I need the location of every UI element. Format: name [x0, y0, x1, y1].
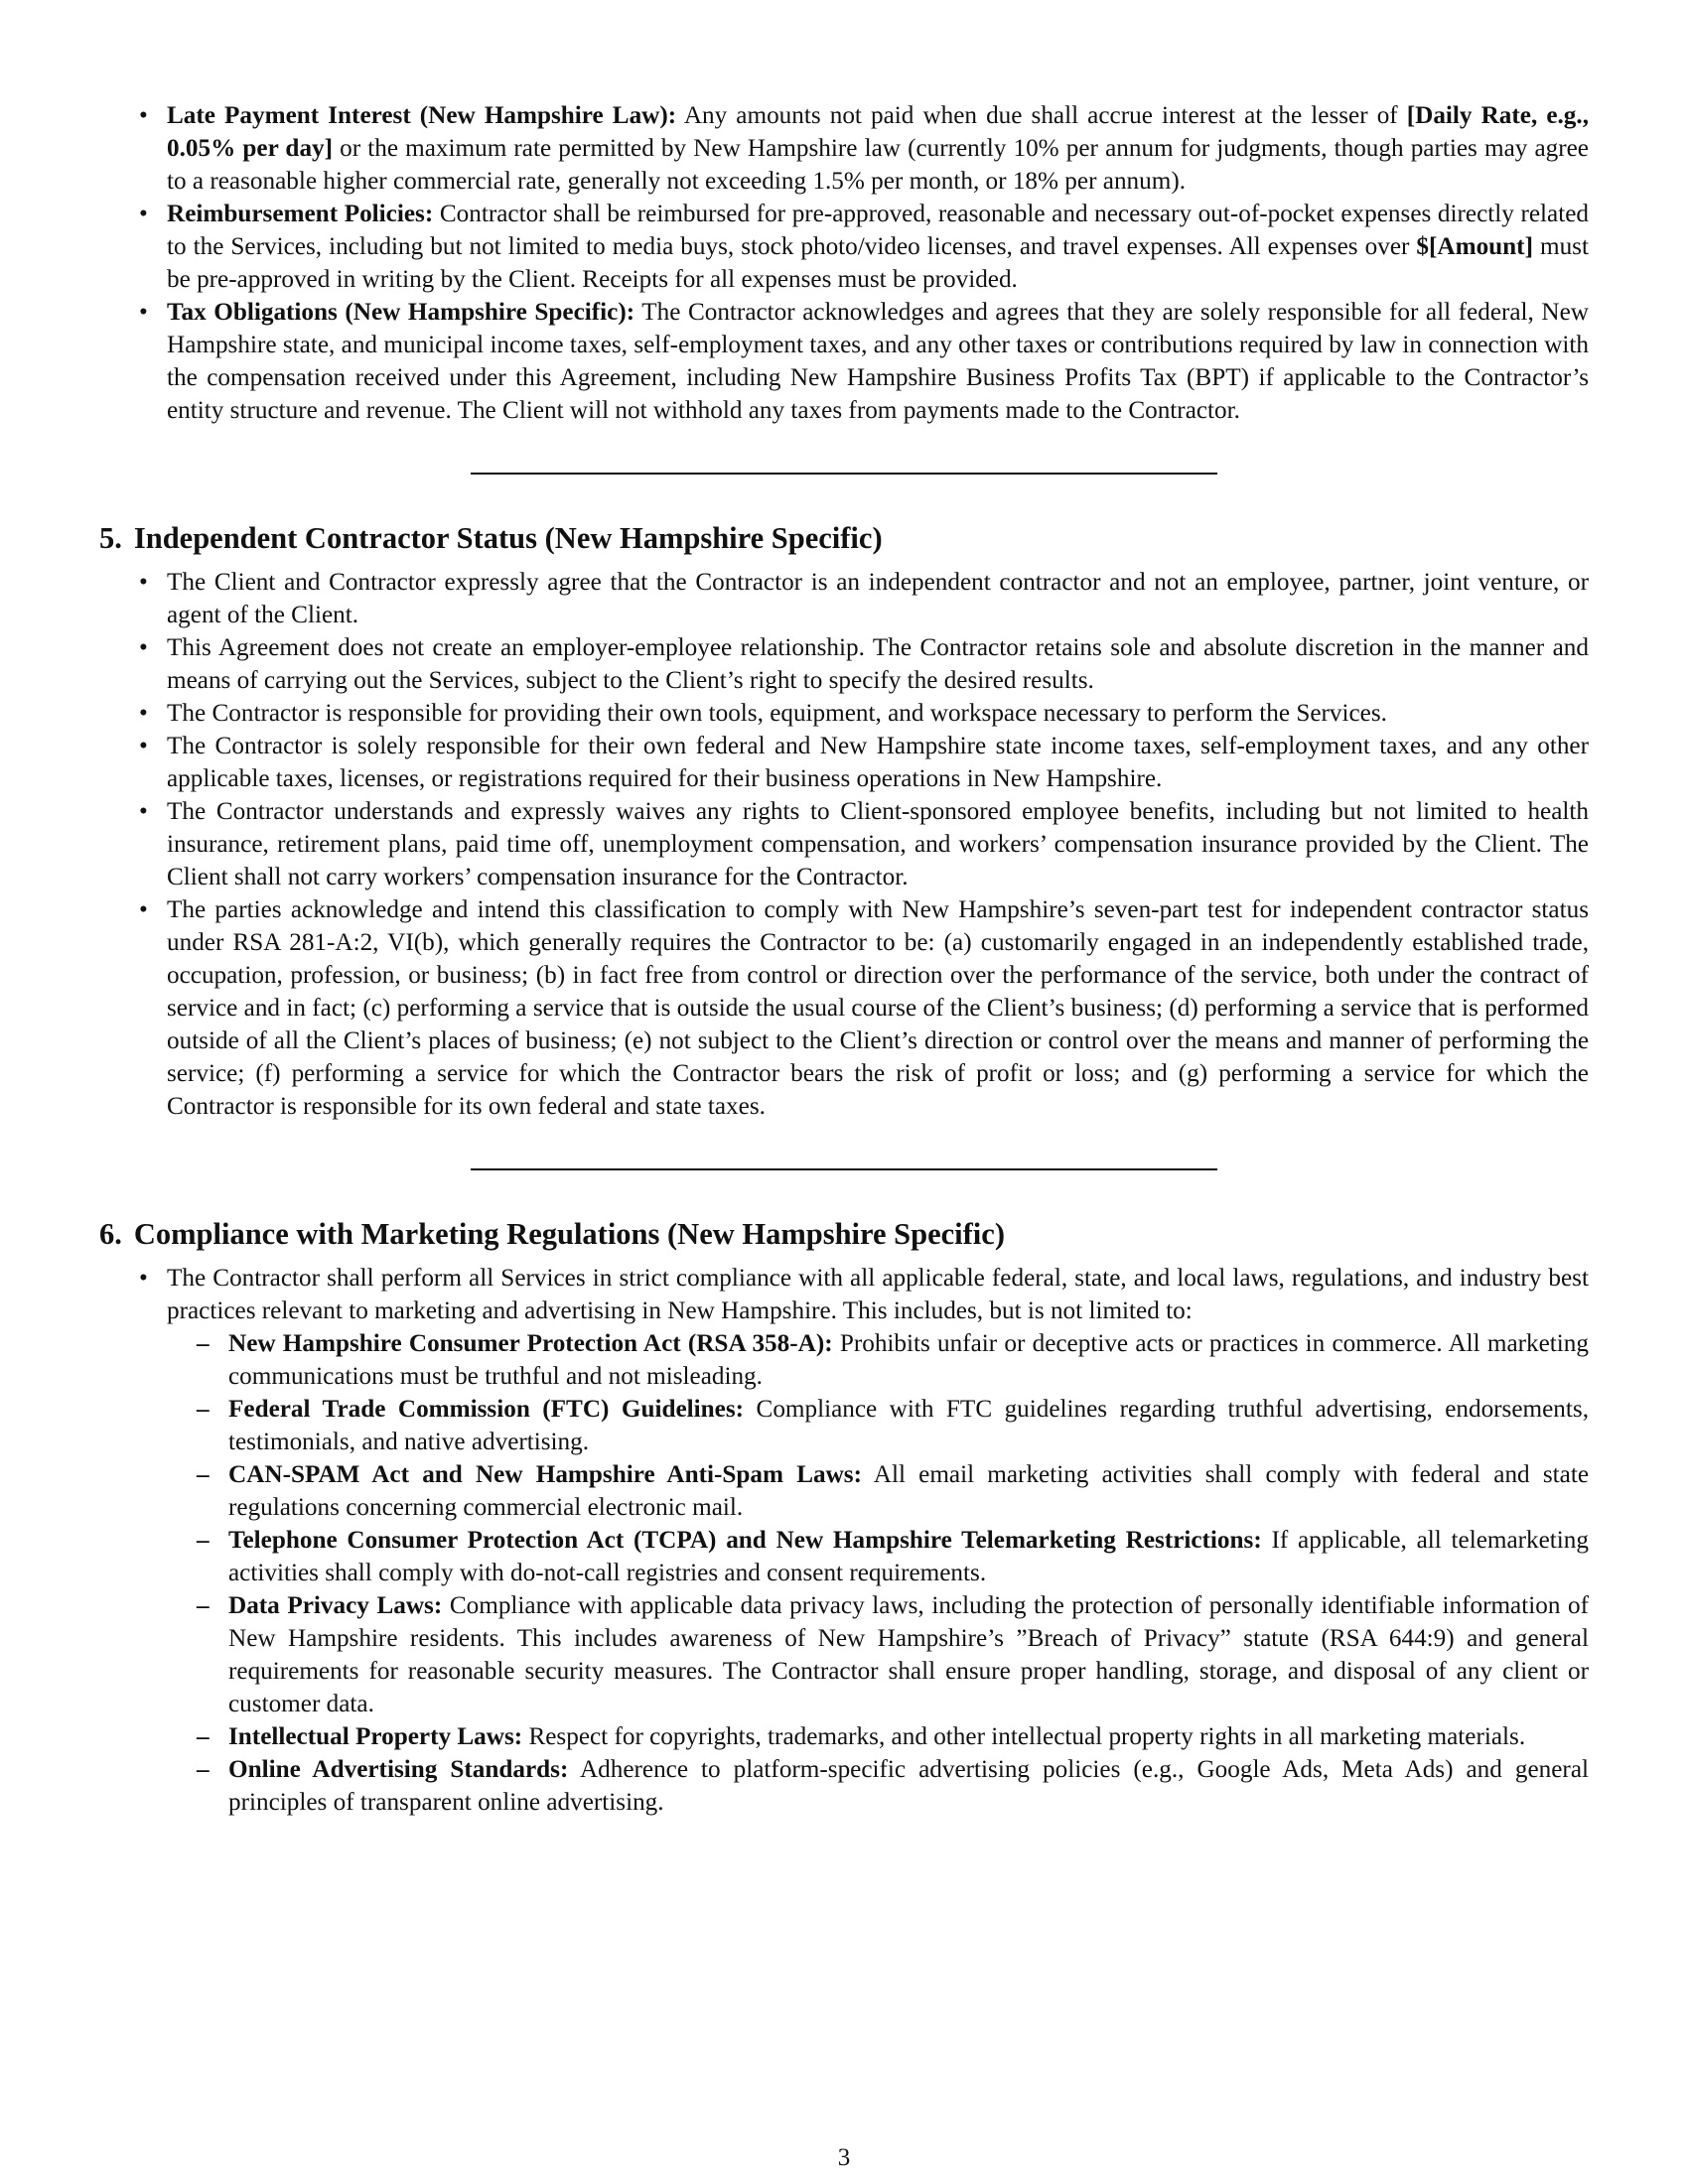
list-item: • The Contractor understands and expressly waives any rights to Client-sponsored employee benefits, including but not limited to health insurance, retirement plans, paid time off, unemployment compensation, and workers’ compensation insurance provided by the Client. The Client shall not carry workers’ compensation insurance for the Contractor. [99, 795, 1589, 893]
item-lead: Reimbursement Policies: [167, 201, 434, 227]
item-text: The Contractor acknowledges and agrees that they are solely responsible for all federal, New Hampshire state, and municipal income taxes, self-employment taxes, and any other taxes or contributions required by law in connection with the compensation received under this Agreement, including New Hampshire Business Profits Tax (BPT) if applicable to the Contractor’s entity structure and revenue. The Client will not withhold any taxes from payments made to the Contractor. [167, 299, 1589, 424]
item-lead: Online Advertising Standards: [228, 1756, 569, 1783]
item-bold: $[Amount] [1416, 233, 1533, 260]
item-text: If applicable, all telemarketing activities shall comply with do-not-call registries and consent requirements. [228, 1527, 1589, 1586]
section-number: 6. [99, 1217, 122, 1251]
list-item-reimbursement [99, 198, 1589, 296]
item-lead: Data Privacy Laws: [228, 1592, 443, 1619]
item-text: Any amounts not paid when due shall accrue interest at the lesser of [676, 102, 1407, 129]
sublist-item-ftc [167, 1393, 1589, 1458]
item-text: Contractor shall be reimbursed for pre-approved, reasonable and necessary out-of-pocket expenses directly related to the Services, including but not limited to media buys, stock photo/video licenses, and travel expenses. All expenses over [167, 201, 1589, 260]
section-divider [471, 1168, 1217, 1170]
list-item-tax-obligations [99, 296, 1589, 427]
section-6-heading [99, 1216, 1589, 1252]
sublist-item-ip-laws [167, 1720, 1589, 1753]
item-text: Prohibits unfair or deceptive acts or practices in commerce. All marketing communications must be truthful and not misleading. [228, 1330, 1589, 1390]
item-text: Adherence to platform-specific advertising policies (e.g., Google Ads, Meta Ads) and general principles of transparent online advertising. [228, 1756, 1589, 1816]
list-item: • The Contractor is solely responsible for their own federal and New Hampshire state income taxes, self-employment taxes, and any other applicable taxes, licenses, or registrations required for their business operations in New Hampshire. [99, 730, 1589, 795]
sublist-item-data-privacy [167, 1589, 1589, 1720]
item-text: Compliance with applicable data privacy laws, including the protection of personally identifiable information of New Hampshire residents. This includes awareness of New Hampshire’s ”Breach of Privacy” statute (RSA 644:9) and general requirements for reasonable security measures. The Contractor shall ensure proper handling, storage, and disposal of any client or customer data. [228, 1592, 1589, 1717]
list-item-compliance [99, 1262, 1589, 1819]
section-6-list [99, 1262, 1589, 1819]
item-lead: New Hampshire Consumer Protection Act (RSA 358-A): [228, 1330, 833, 1357]
sublist-item-can-spam [167, 1458, 1589, 1524]
item-text: The Contractor shall perform all Services in strict compliance with all applicable federal, state, and local laws, regulations, and industry best practices relevant to marketing and advertising in New Hampshire. This includes, but is not limited to: [167, 1265, 1589, 1324]
list-item: • The Contractor is responsible for providing their own tools, equipment, and workspace necessary to perform the Services. [99, 697, 1589, 730]
section-divider [471, 473, 1217, 475]
list-item: • The parties acknowledge and intend this classification to comply with New Hampshire’s seven-part test for independent contractor status under RSA 281-A:2, VI(b), which generally requires the Contractor to be: (a) customarily engaged in an independently established trade, occupation, profession, or business; (b) in fact free from control or direction over the performance of the service, both under the contract of service and in fact; (c) performing a service that is outside the usual course of the Client’s business; (d) performing a service that is performed outside of all the Client’s places of business; (e) not subject to the Client’s direction or control over the means and manner of performing the service; (f) performing a service for which the Contractor bears the risk of profit or loss; and (g) performing a service for which the Contractor is responsible for its own federal and state taxes. [99, 893, 1589, 1123]
item-text: Compliance with FTC guidelines regarding truthful advertising, endorsements, testimonials, and native advertising. [228, 1396, 1590, 1455]
item-text: must be pre-approved in writing by the Client. Receipts for all expenses must be provided. [167, 233, 1589, 293]
section-5-list [99, 566, 1589, 1123]
item-text: or the maximum rate permitted by New Hampshire law (currently 10% per annum for judgments, though parties may agree to a reasonable higher commercial rate, generally not exceeding 1.5% per month, or 18% per annum). [167, 135, 1589, 195]
list-item: • This Agreement does not create an employer-employee relationship. The Contractor retains sole and absolute discretion in the manner and means of carrying out the Services, subject to the Client’s right to specify the desired results. [99, 631, 1589, 697]
item-lead: Tax Obligations (New Hampshire Specific): [167, 299, 635, 326]
item-lead: CAN-SPAM Act and New Hampshire Anti-Spam Laws: [228, 1461, 862, 1488]
section-title: Compliance with Marketing Regulations (New Hampshire Specific) [133, 1217, 1005, 1251]
section-number: 5. [99, 521, 122, 555]
regulations-sublist [167, 1327, 1589, 1819]
document-page [99, 99, 1589, 1819]
sublist-item-tcpa [167, 1524, 1589, 1589]
section-title: Independent Contractor Status (New Hampshire Specific) [133, 521, 883, 555]
list-item-late-payment [99, 99, 1589, 198]
item-text: All email marketing activities shall comply with federal and state regulations concerning commercial electronic mail. [228, 1461, 1590, 1521]
payment-terms-list [99, 99, 1589, 427]
list-item: • The Client and Contractor expressly agree that the Contractor is an independent contractor and not an employee, partner, joint venture, or agent of the Client. [99, 566, 1589, 631]
item-lead: Late Payment Interest (New Hampshire Law): [167, 102, 677, 129]
section-5-heading [99, 520, 1589, 556]
sublist-item-consumer-protection [167, 1327, 1589, 1393]
item-text: Respect for copyrights, trademarks, and other intellectual property rights in all marketing materials. [522, 1723, 1526, 1750]
sublist-item-online-advertising [167, 1753, 1589, 1819]
item-lead: Intellectual Property Laws: [228, 1723, 523, 1750]
item-lead: Telephone Consumer Protection Act (TCPA) and New Hampshire Telemarketing Restrictions: [228, 1527, 1262, 1554]
item-bold: [Daily Rate, e.g., 0.05% per day] [167, 102, 1589, 162]
page-number: 3 [837, 2144, 851, 2171]
item-lead: Federal Trade Commission (FTC) Guidelines: [228, 1396, 745, 1423]
